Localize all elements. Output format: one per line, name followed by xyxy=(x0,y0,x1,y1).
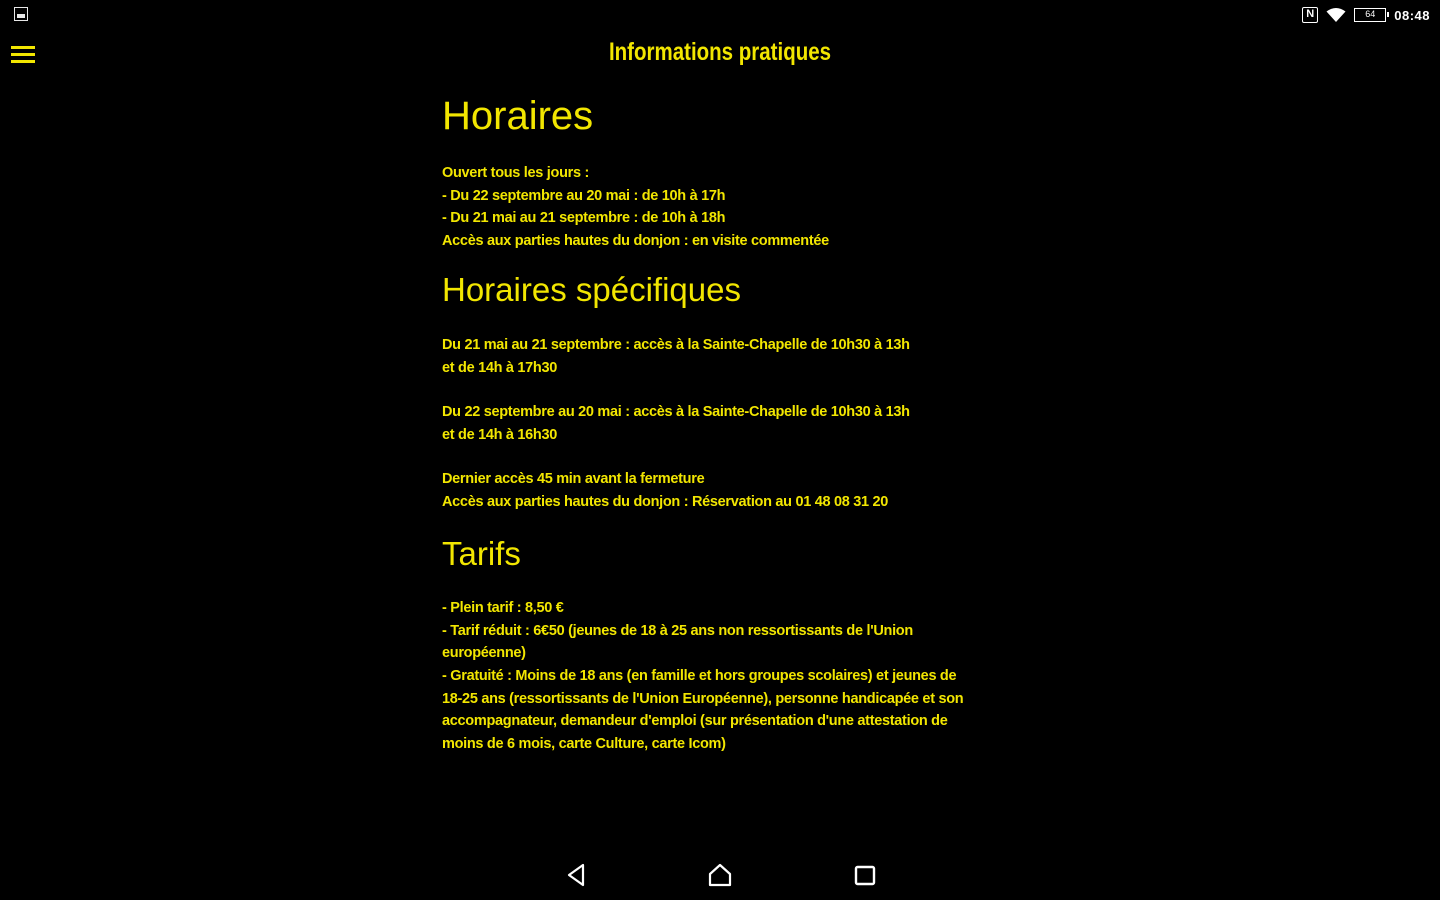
text-line: Accès aux parties hautes du donjon : Réservation au 01 48 08 31 20 xyxy=(442,493,888,510)
status-icons xyxy=(1302,5,1430,25)
text-line: et de 14h à 16h30 xyxy=(442,426,557,443)
text-line: et de 14h à 17h30 xyxy=(442,359,557,376)
text-line: accompagnateur, demandeur d'emploi (sur présentation d'une attestation de xyxy=(442,713,948,730)
status-time: 08:48 xyxy=(1394,7,1430,23)
text-line: Du 22 septembre au 20 mai : accès à la Sainte-Chapelle de 10h30 à 13h xyxy=(442,404,910,421)
nfc-icon: N xyxy=(1302,7,1318,23)
text-line: 18-25 ans (ressortissants de l'Union Européenne), personne handicapée et son xyxy=(442,690,964,707)
wifi-icon xyxy=(1326,7,1346,23)
text-line: - Plein tarif : 8,50 € xyxy=(442,600,564,617)
recent-apps-icon[interactable] xyxy=(852,862,878,888)
specifiques-paragraph-2 xyxy=(442,401,1002,446)
text-line: Du 21 mai au 21 septembre : accès à la Sainte-Chapelle de 10h30 à 13h xyxy=(442,336,910,353)
tarifs-text xyxy=(442,597,1002,755)
heading-horaires-specifiques: Horaires spécifiques xyxy=(442,271,741,309)
text-line: Ouvert tous les jours : xyxy=(442,165,589,181)
status-bar xyxy=(0,0,1440,30)
battery-icon: 64 xyxy=(1354,8,1386,22)
text-line: - Du 21 mai au 21 septembre : de 10h à 18h xyxy=(442,210,726,227)
text-line: Accès aux parties hautes du donjon : en visite commentée xyxy=(442,232,829,249)
navigation-bar xyxy=(0,850,1440,900)
specifiques-paragraph-1 xyxy=(442,334,1002,379)
back-icon[interactable] xyxy=(564,862,590,888)
horaires-text xyxy=(442,162,1002,252)
info-content xyxy=(442,92,1002,755)
text-line: européenne) xyxy=(442,645,526,662)
text-line: Dernier accès 45 min avant la fermeture xyxy=(442,471,705,488)
gallery-icon xyxy=(14,7,28,21)
text-line: moins de 6 mois, carte Culture, carte Icom) xyxy=(442,735,726,752)
page-title: Informations pratiques xyxy=(608,38,832,66)
text-line: - Gratuité : Moins de 18 ans (en famille et hors groupes scolaires) et jeunes de xyxy=(442,667,957,684)
specifiques-paragraph-3 xyxy=(442,468,1002,513)
home-icon[interactable] xyxy=(707,862,733,888)
heading-tarifs: Tarifs xyxy=(442,534,521,572)
heading-horaires: Horaires xyxy=(442,94,594,138)
hamburger-menu-icon[interactable] xyxy=(11,44,35,64)
text-line: - Tarif réduit : 6€50 (jeunes de 18 à 25 ans non ressortissants de l'Union xyxy=(442,622,913,639)
text-line: - Du 22 septembre au 20 mai : de 10h à 17h xyxy=(442,187,726,204)
